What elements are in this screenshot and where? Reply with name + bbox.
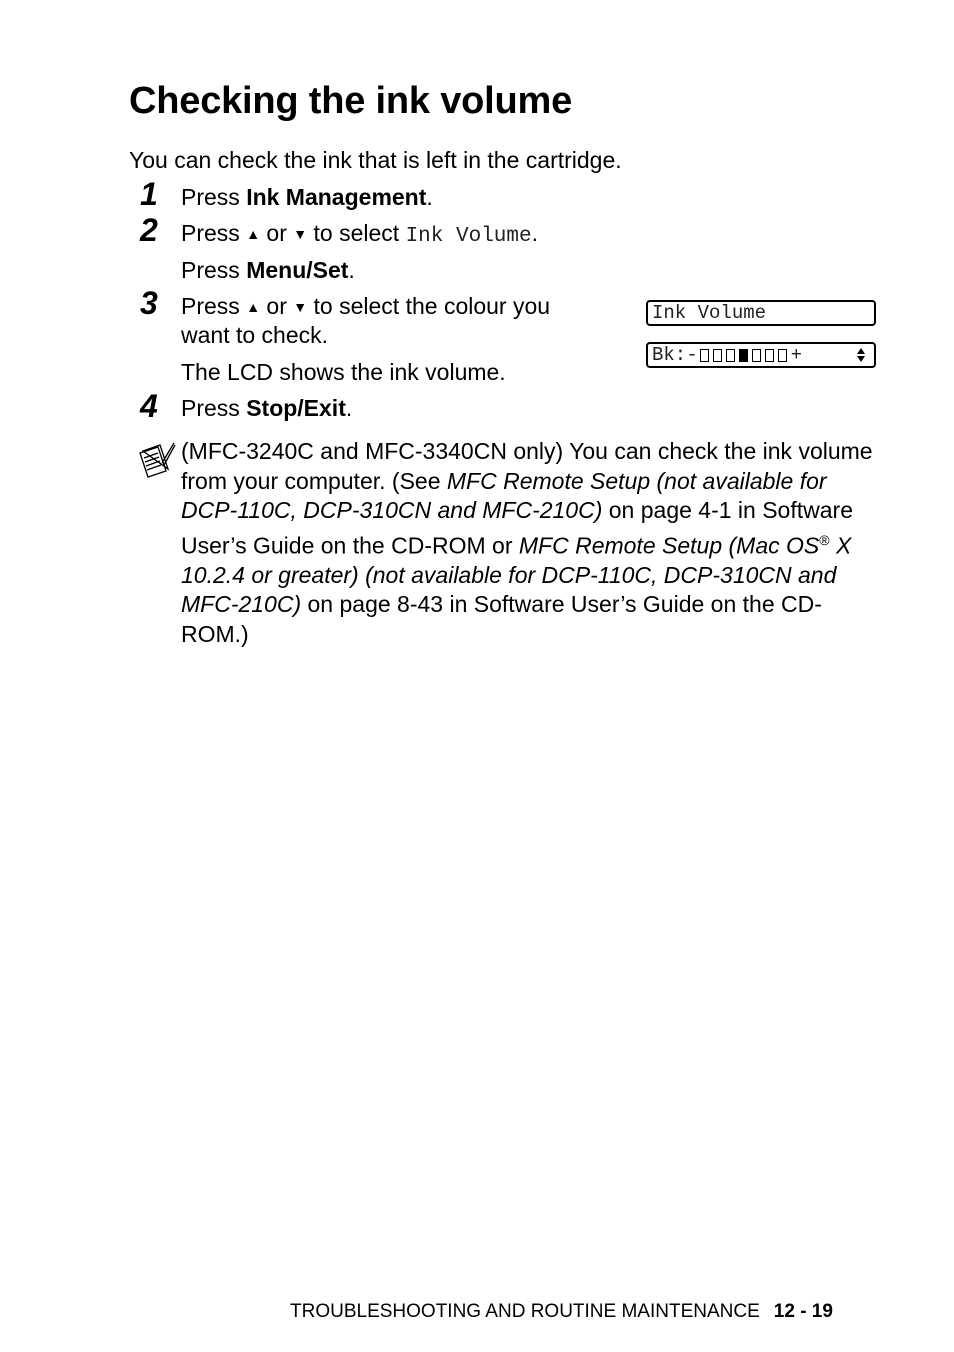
step-2-or: or (260, 220, 294, 246)
step-1-post: . (426, 184, 433, 210)
step-4-bold: Stop/Exit (246, 395, 346, 421)
ink-gauge-segment (752, 349, 761, 362)
step-1-bold: Ink Management (246, 184, 427, 210)
step-2b-post: . (348, 257, 355, 283)
step-2b-bold: Menu/Set (246, 257, 349, 283)
step-3-or: or (260, 293, 294, 319)
up-arrow-icon: ▲ (246, 299, 261, 315)
step-3-pre: Press (181, 293, 247, 319)
step-2-post: . (531, 220, 538, 246)
step-3-line-2: want to check. (181, 322, 329, 348)
lcd-display-row-1 (646, 300, 876, 326)
ink-gauge-segment (713, 349, 722, 362)
page-title: Checking the ink volume (129, 80, 573, 122)
step-3-post: to select the colour you (307, 293, 551, 319)
step-1-text (181, 183, 433, 212)
note-ref-2a: MFC Remote Setup (Mac OS (518, 532, 820, 559)
page-number: 12 - 19 (773, 1301, 833, 1322)
step-number-3: 3 (140, 285, 158, 321)
note-t2: on page 4-1 in Software User’s Guide on the CD-ROM or (181, 497, 853, 559)
ink-gauge-segment (778, 349, 787, 362)
footer-section: TROUBLESHOOTING AND ROUTINE MAINTENANCE (290, 1301, 760, 1322)
ink-gauge (700, 349, 791, 362)
step-1-pre: Press (181, 184, 247, 210)
registered-mark: ® (819, 531, 830, 548)
step-4-pre: Press (181, 395, 247, 421)
step-2-line-1 (181, 219, 538, 251)
down-arrow-icon: ▼ (293, 299, 308, 315)
step-2b-pre: Press (181, 257, 247, 283)
step-number-1: 1 (140, 176, 158, 212)
note-t1: (MFC-3240C and MFC-3340CN only) You can check the ink volume from your computer. (See (181, 438, 873, 494)
note-t3: on page 8-43 in Software User’s Guide on the CD-ROM.) (181, 591, 822, 647)
step-3-line-3: The LCD shows the ink volume. (181, 359, 506, 385)
note-text (181, 437, 881, 649)
ink-gauge-segment (765, 349, 774, 362)
lcd-menu-text: Ink Volume (405, 225, 532, 248)
lcd-row-2-prefix: Bk:- (652, 344, 698, 366)
step-2-mid: to select (307, 220, 406, 246)
step-2-line-2 (181, 256, 355, 285)
down-arrow-icon: ▼ (293, 226, 308, 242)
lcd-row-1-text: Ink Volume (652, 302, 767, 324)
step-4-post: . (345, 395, 353, 421)
note-pad-icon (136, 441, 176, 481)
ink-gauge-segment (726, 349, 735, 362)
lcd-display-row-2 (646, 342, 876, 368)
step-4-text (181, 394, 352, 423)
lcd-row-2-suffix: + (790, 344, 803, 366)
page-footer (290, 1301, 833, 1323)
step-number-2: 2 (140, 212, 158, 248)
step-number-4: 4 (140, 388, 158, 424)
ink-gauge-segment (739, 349, 748, 362)
step-3-line-1 (181, 292, 550, 322)
note-ref-1: MFC Remote Setup (not available for DCP-110C, DCP-310CN and MFC-210C) (181, 467, 827, 523)
note-ref-2b: X 10.2.4 or greater) (not available for DCP-110C, DCP-310CN and MFC-210C) (181, 532, 852, 618)
intro-text: You can check the ink that is left in the cartridge. (129, 147, 622, 173)
up-arrow-icon: ▲ (246, 226, 261, 242)
ink-gauge-segment (700, 349, 709, 362)
step-2-pre: Press (181, 220, 247, 246)
up-down-arrows-icon (856, 347, 866, 363)
